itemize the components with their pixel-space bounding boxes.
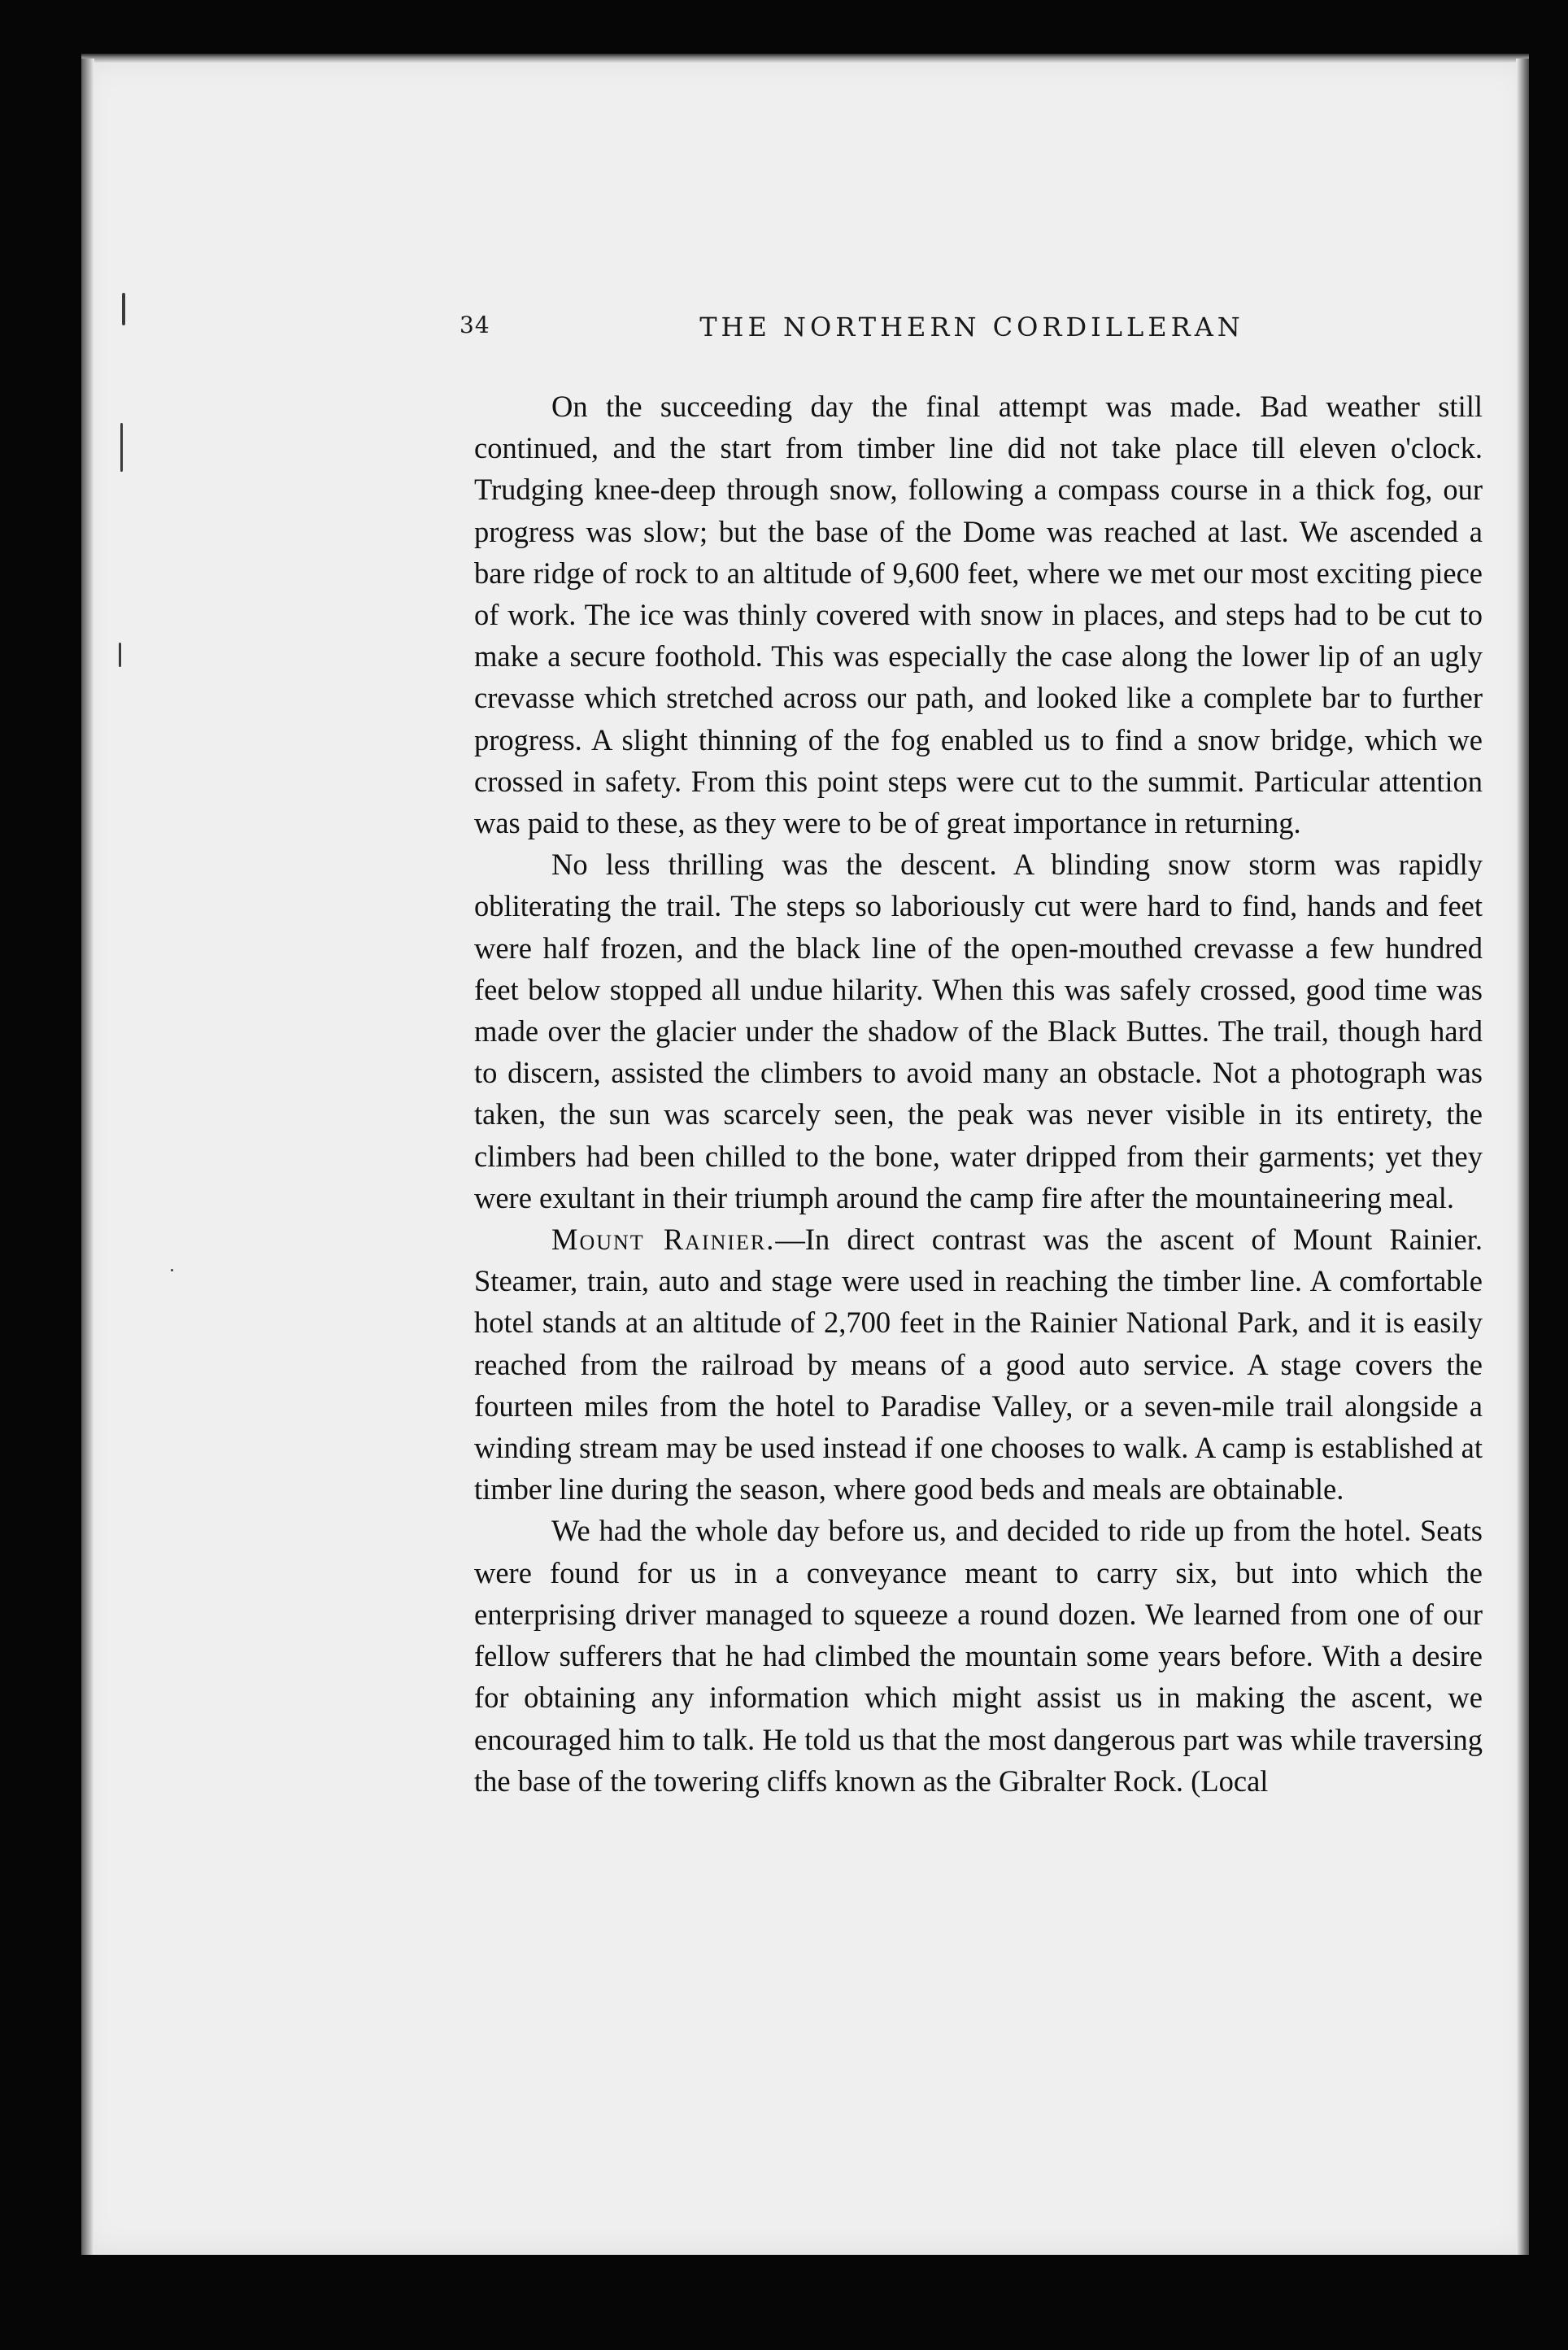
paragraph-text: —In direct contrast was the ascent of Mount Rainier. Steamer, train, auto and stage were used in reaching the timber line. A comfortable hotel stands at an altitude of 2,700 feet in the Rainier National Park, and it is easily reached from the railroad by means of a good auto service. A stage covers the fourteen miles from the hotel to Paradise Valley, or a seven-mile trail alongside a winding stream may be used instead if one chooses to walk. A camp is established at timber line during the season, where good beds and meals are obtainable. <box>474 1223 1483 1506</box>
paragraph: We had the whole day before us, and decided to ride up from the hotel. Seats were found for us in a conveyance meant to carry six, but into which the enterprising driver managed to squeeze a round dozen. We learned from one of our fellow sufferers that he had climbed the mountain some years before. With a desire for obtaining any information which might assist us in making the ascent, we encouraged him to talk. He told us that the most dangerous part was while traversing the base of the towering cliffs known as the Gibralter Rock. (Local <box>474 1514 1483 1798</box>
page-left-edge <box>81 59 94 2255</box>
scan-speck <box>119 643 121 667</box>
running-head <box>460 312 1484 352</box>
body-text <box>474 386 1483 1802</box>
paragraph: No less thrilling was the descent. A blinding snow storm was rapidly obliterating the trail. The steps so laboriously cut were hard to find, hands and feet were half frozen, and the black line of the open-mouthed crevasse a few hundred feet below stopped all undue hilarity. When this was safely crossed, good time was made over the glacier under the shadow of the Black Buttes. The trail, though hard to discern, assisted the climbers to avoid many an obstacle. Not a photograph was taken, the sun was scarcely seen, the peak was never visible in its entirety, the climbers had been chilled to the bone, water dripped from their garments; yet they were exultant in their triumph around the camp fire after the mountaineering meal. <box>474 848 1483 1214</box>
paragraph <box>474 1219 1483 1510</box>
paragraph: On the succeeding day the final attempt was made. Bad weather still continued, and the start from timber line did not take place till eleven o'clock. Trudging knee-deep through snow, following a compass course in a thick fog, our progress was slow; but the base of the Dome was reached at last. We ascended a bare ridge of rock to an altitude of 9,600 feet, where we met our most exciting piece of work. The ice was thinly covered with snow in places, and steps had to be cut to make a secure foothold. This was especially the case along the lower lip of an ugly crevasse which stretched across our path, and looked like a complete bar to further progress. A slight thinning of the fog enabled us to find a snow bridge, which we crossed in safety. From this point steps were cut to the summit. Particular attention was paid to these, as they were to be of great importance in returning. <box>474 390 1483 840</box>
page-number: 34 <box>460 312 490 338</box>
scan-speck <box>171 1269 173 1271</box>
page-right-edge <box>1516 59 1529 2255</box>
running-title: THE NORTHERN CORDILLERAN <box>699 312 1244 342</box>
scan-speck <box>122 293 125 325</box>
scan-speck <box>120 423 123 472</box>
section-heading: Mount Rainier. <box>551 1223 776 1257</box>
page-top-edge <box>81 54 1529 63</box>
